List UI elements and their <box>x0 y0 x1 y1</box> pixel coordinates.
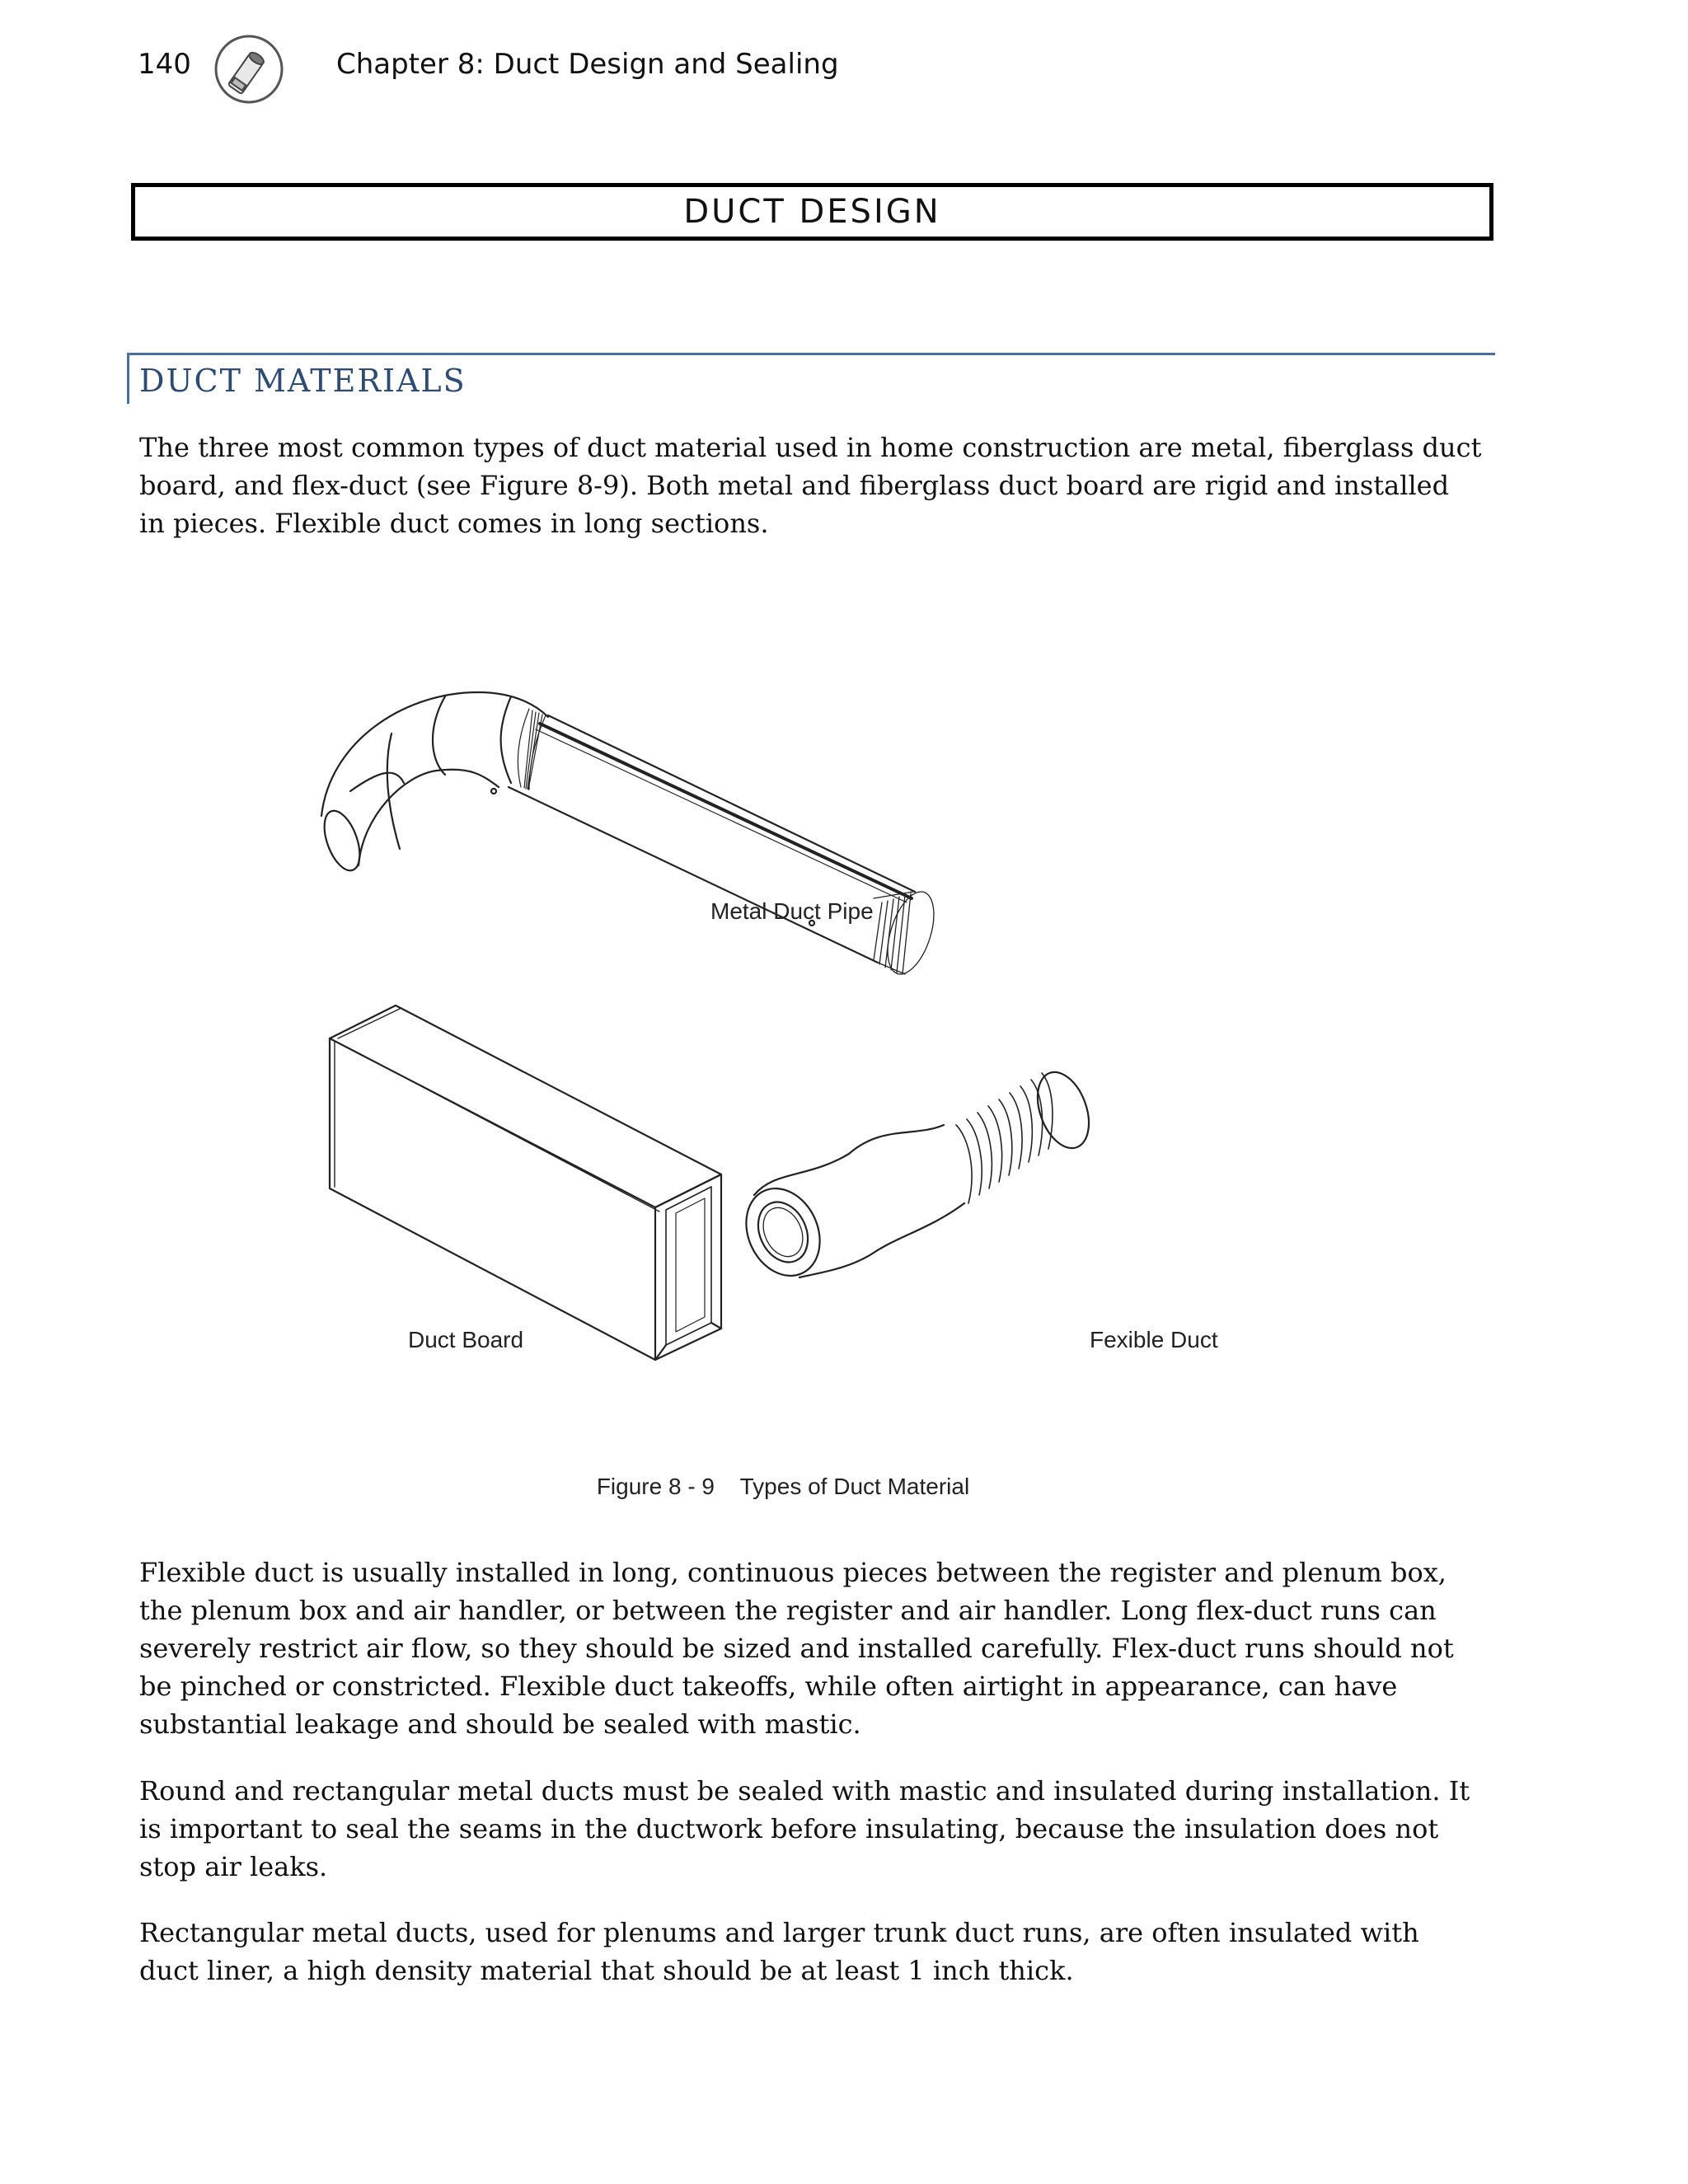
paragraph-round-rect: Round and rectangular metal ducts must be sealed with mastic and insulated during installation. It is important to seal the seams in the ductwork before insulating, because the insulation does not stop air leaks. <box>139 1775 1470 1882</box>
chapter-title: Chapter 8: Duct Design and Sealing <box>336 48 839 81</box>
section-title: DUCT DESIGN <box>683 193 941 231</box>
metal-duct-pipe-drawing <box>317 692 943 980</box>
label-flexible-duct: Fexible Duct <box>1090 1327 1218 1352</box>
subheading-rule <box>127 353 1495 355</box>
paragraph-rect-liner: Rectangular metal ducts, used for plenums and larger trunk duct runs, are often insulated with duct liner, a high density material that should be at least 1 inch thick. <box>139 1917 1419 1986</box>
paragraph-intro: The three most common types of duct material used in home construction are metal, fiberglass duct board, and flex-duct (see Figure 8-9). Both metal and fiberglass duct board are rigid and installed in pieces. Flexible duct comes in long sections. <box>139 432 1482 539</box>
paragraph-flexible-duct: Flexible duct is usually installed in long, continuous pieces between the register and plenum box, the plenum box and air handler, or between the register and air handler. Long flex-duct runs can severely restrict air flow, so they should be sized and installed carefully. Flex-duct runs should not be pinched or constricted. Flexible duct takeoffs, while often airtight in appearance, can have substantial leakage and should be sealed with mastic. <box>139 1557 1454 1740</box>
duct-materials-figure <box>305 676 1294 1385</box>
duct-pipe-icon <box>213 33 285 105</box>
figure-caption: Figure 8 - 9 Types of Duct Material <box>596 1474 970 1499</box>
duct-board-drawing <box>330 1005 721 1360</box>
subheading: DUCT MATERIALS <box>139 363 467 399</box>
label-duct-board: Duct Board <box>408 1327 524 1352</box>
page-header <box>0 0 1688 115</box>
flexible-duct-drawing <box>733 1065 1099 1287</box>
subheading-rule-left <box>127 353 129 404</box>
section-title-box <box>131 183 1493 241</box>
page-number: 140 <box>138 48 191 81</box>
label-metal-duct-pipe: Metal Duct Pipe <box>710 898 874 924</box>
